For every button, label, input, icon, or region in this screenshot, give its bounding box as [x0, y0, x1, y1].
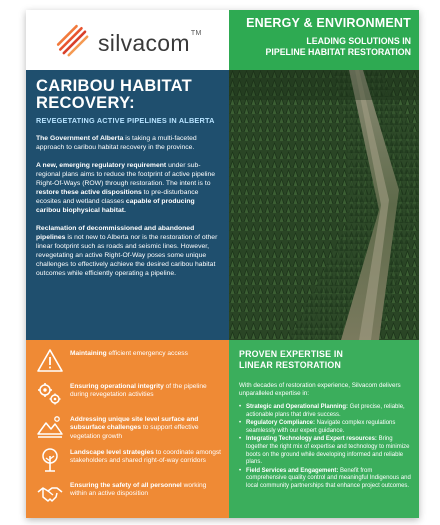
- p3-text: is not new to Alberta nor is the restoration of other linear footprint such as roads and seismic lines. However, revegetating an active Right-Of-Way poses some unique challenges to effectively achieve the desired caribou habitat outcomes while efficiently operating a pipeline.: [36, 234, 218, 277]
- expertise-item-text: Benefit from comprehensive quality control and meaningful Indigenous and local community partnerships that enhance project outcomes.: [246, 467, 411, 489]
- objective-item: [36, 447, 223, 480]
- brand-wordmark: silvacom: [98, 30, 190, 56]
- objective-rest: to coordinate amongst stakeholders and shared right-of-way corridors: [70, 449, 222, 465]
- header-subtitle-line2: PIPELINE HABITAT RESTORATION: [265, 46, 411, 57]
- expertise-title: [239, 349, 411, 370]
- expertise-list: [239, 404, 411, 491]
- p3-bold: Reclamation of decommissioned and abandoned pipelines: [36, 225, 195, 241]
- objective-text: [70, 447, 223, 466]
- p2-bold-2: restore these active dispositions: [36, 189, 142, 196]
- intro-paragraph-3: [36, 224, 221, 278]
- gears-icon: [36, 381, 64, 407]
- p1-text: is taking a multi-faceted approach to caribou habitat recovery in the province.: [36, 135, 197, 151]
- header-subtitle-line1: LEADING SOLUTIONS IN: [306, 36, 411, 46]
- intro-column: [26, 70, 229, 340]
- expertise-item-text: Navigate complex regulations seamlessly with our expert guidance.: [246, 420, 396, 434]
- objective-rest: efficient emergency access: [106, 350, 188, 357]
- expertise-item: [239, 420, 411, 435]
- brand-name: [98, 30, 202, 57]
- expertise-item-bold: Field Services and Engagement:: [246, 467, 339, 474]
- objective-text: [70, 348, 188, 358]
- expertise-item-bold: Regulatory Compliance:: [246, 420, 316, 427]
- expertise-item: [239, 436, 411, 466]
- objective-rest: working within an active disposition: [70, 482, 207, 498]
- objective-bold: Addressing unique site level surface and subsurface challenges: [70, 416, 199, 432]
- expertise-item-text: Bring together the right mix of expertise and technology to minimize boots on the ground while developing informed and reliable plans.: [246, 436, 410, 466]
- expertise-item-bold: Integrating Technology and Expert resources:: [246, 436, 377, 443]
- logo-band: [26, 10, 229, 70]
- objective-bold: Maintaining: [70, 350, 107, 357]
- handshake-icon: [36, 480, 64, 506]
- header-title: ENERGY & ENVIRONMENT: [246, 16, 411, 30]
- trademark: TM: [190, 30, 202, 37]
- expertise-title-line1: PROVEN EXPERTISE IN: [239, 349, 344, 359]
- p2-text-2: to pre-disturbance ecosites and wetland classes: [36, 189, 199, 205]
- warning-icon: [36, 348, 64, 374]
- objective-item: [36, 381, 223, 414]
- p2-bold-1: A new, emerging regulatory requirement: [36, 162, 167, 169]
- objective-item: [36, 414, 223, 447]
- p2-bold-3: capable of producing caribou biophysical habitat.: [36, 198, 195, 214]
- objective-bold: Ensuring the safety of all personnel: [70, 482, 182, 489]
- p2-text-1: under sub-regional plans aims to reduce the footprint of active pipeline Right-Of-Ways (ROW) through restoration. The intent is to: [36, 162, 216, 187]
- tree-icon: [36, 447, 64, 473]
- forest-pipeline-photo: [229, 70, 419, 340]
- expertise-item-bold: Strategic and Operational Planning:: [246, 404, 349, 410]
- objective-text: [70, 480, 223, 499]
- terrain-icon: [36, 414, 64, 440]
- main-title-line1: CARIBOU HABITAT: [36, 77, 193, 95]
- objective-bold: Landscape level strategies: [70, 449, 154, 456]
- objective-rest: of the pipeline during revegetation activities: [70, 383, 207, 399]
- expertise-intro: With decades of restoration experience, Silvacom delivers unparalleled expertise in:: [239, 382, 401, 397]
- objective-bold: Ensuring operational integrity: [70, 383, 164, 390]
- objective-rest: to support effective vegetation growth: [70, 424, 199, 440]
- intro-paragraph-2: [36, 161, 221, 215]
- expertise-title-line2: LINEAR RESTORATION: [239, 359, 341, 370]
- main-subtitle: REVEGETATING ACTIVE PIPELINES IN ALBERTA: [36, 116, 215, 125]
- silvacom-logo-icon: [56, 24, 90, 58]
- objective-item: [36, 480, 223, 513]
- objective-text: [70, 414, 223, 441]
- intro-paragraph-1: [36, 134, 221, 152]
- brochure-page: [26, 10, 419, 518]
- expertise-item: [239, 468, 411, 491]
- expertise-item-text: Get precise, reliable, actionable plans that drive success.: [246, 404, 405, 418]
- objective-text: [70, 381, 223, 400]
- expertise-column: [229, 340, 419, 518]
- objectives-column: [26, 340, 229, 518]
- main-title: [36, 78, 221, 112]
- objective-item: [36, 348, 223, 381]
- header-band: [229, 10, 419, 70]
- p1-bold: The Government of Alberta: [36, 135, 124, 142]
- expertise-item: [239, 404, 411, 419]
- header-subtitle: [237, 36, 411, 57]
- main-title-line2: RECOVERY:: [36, 94, 135, 112]
